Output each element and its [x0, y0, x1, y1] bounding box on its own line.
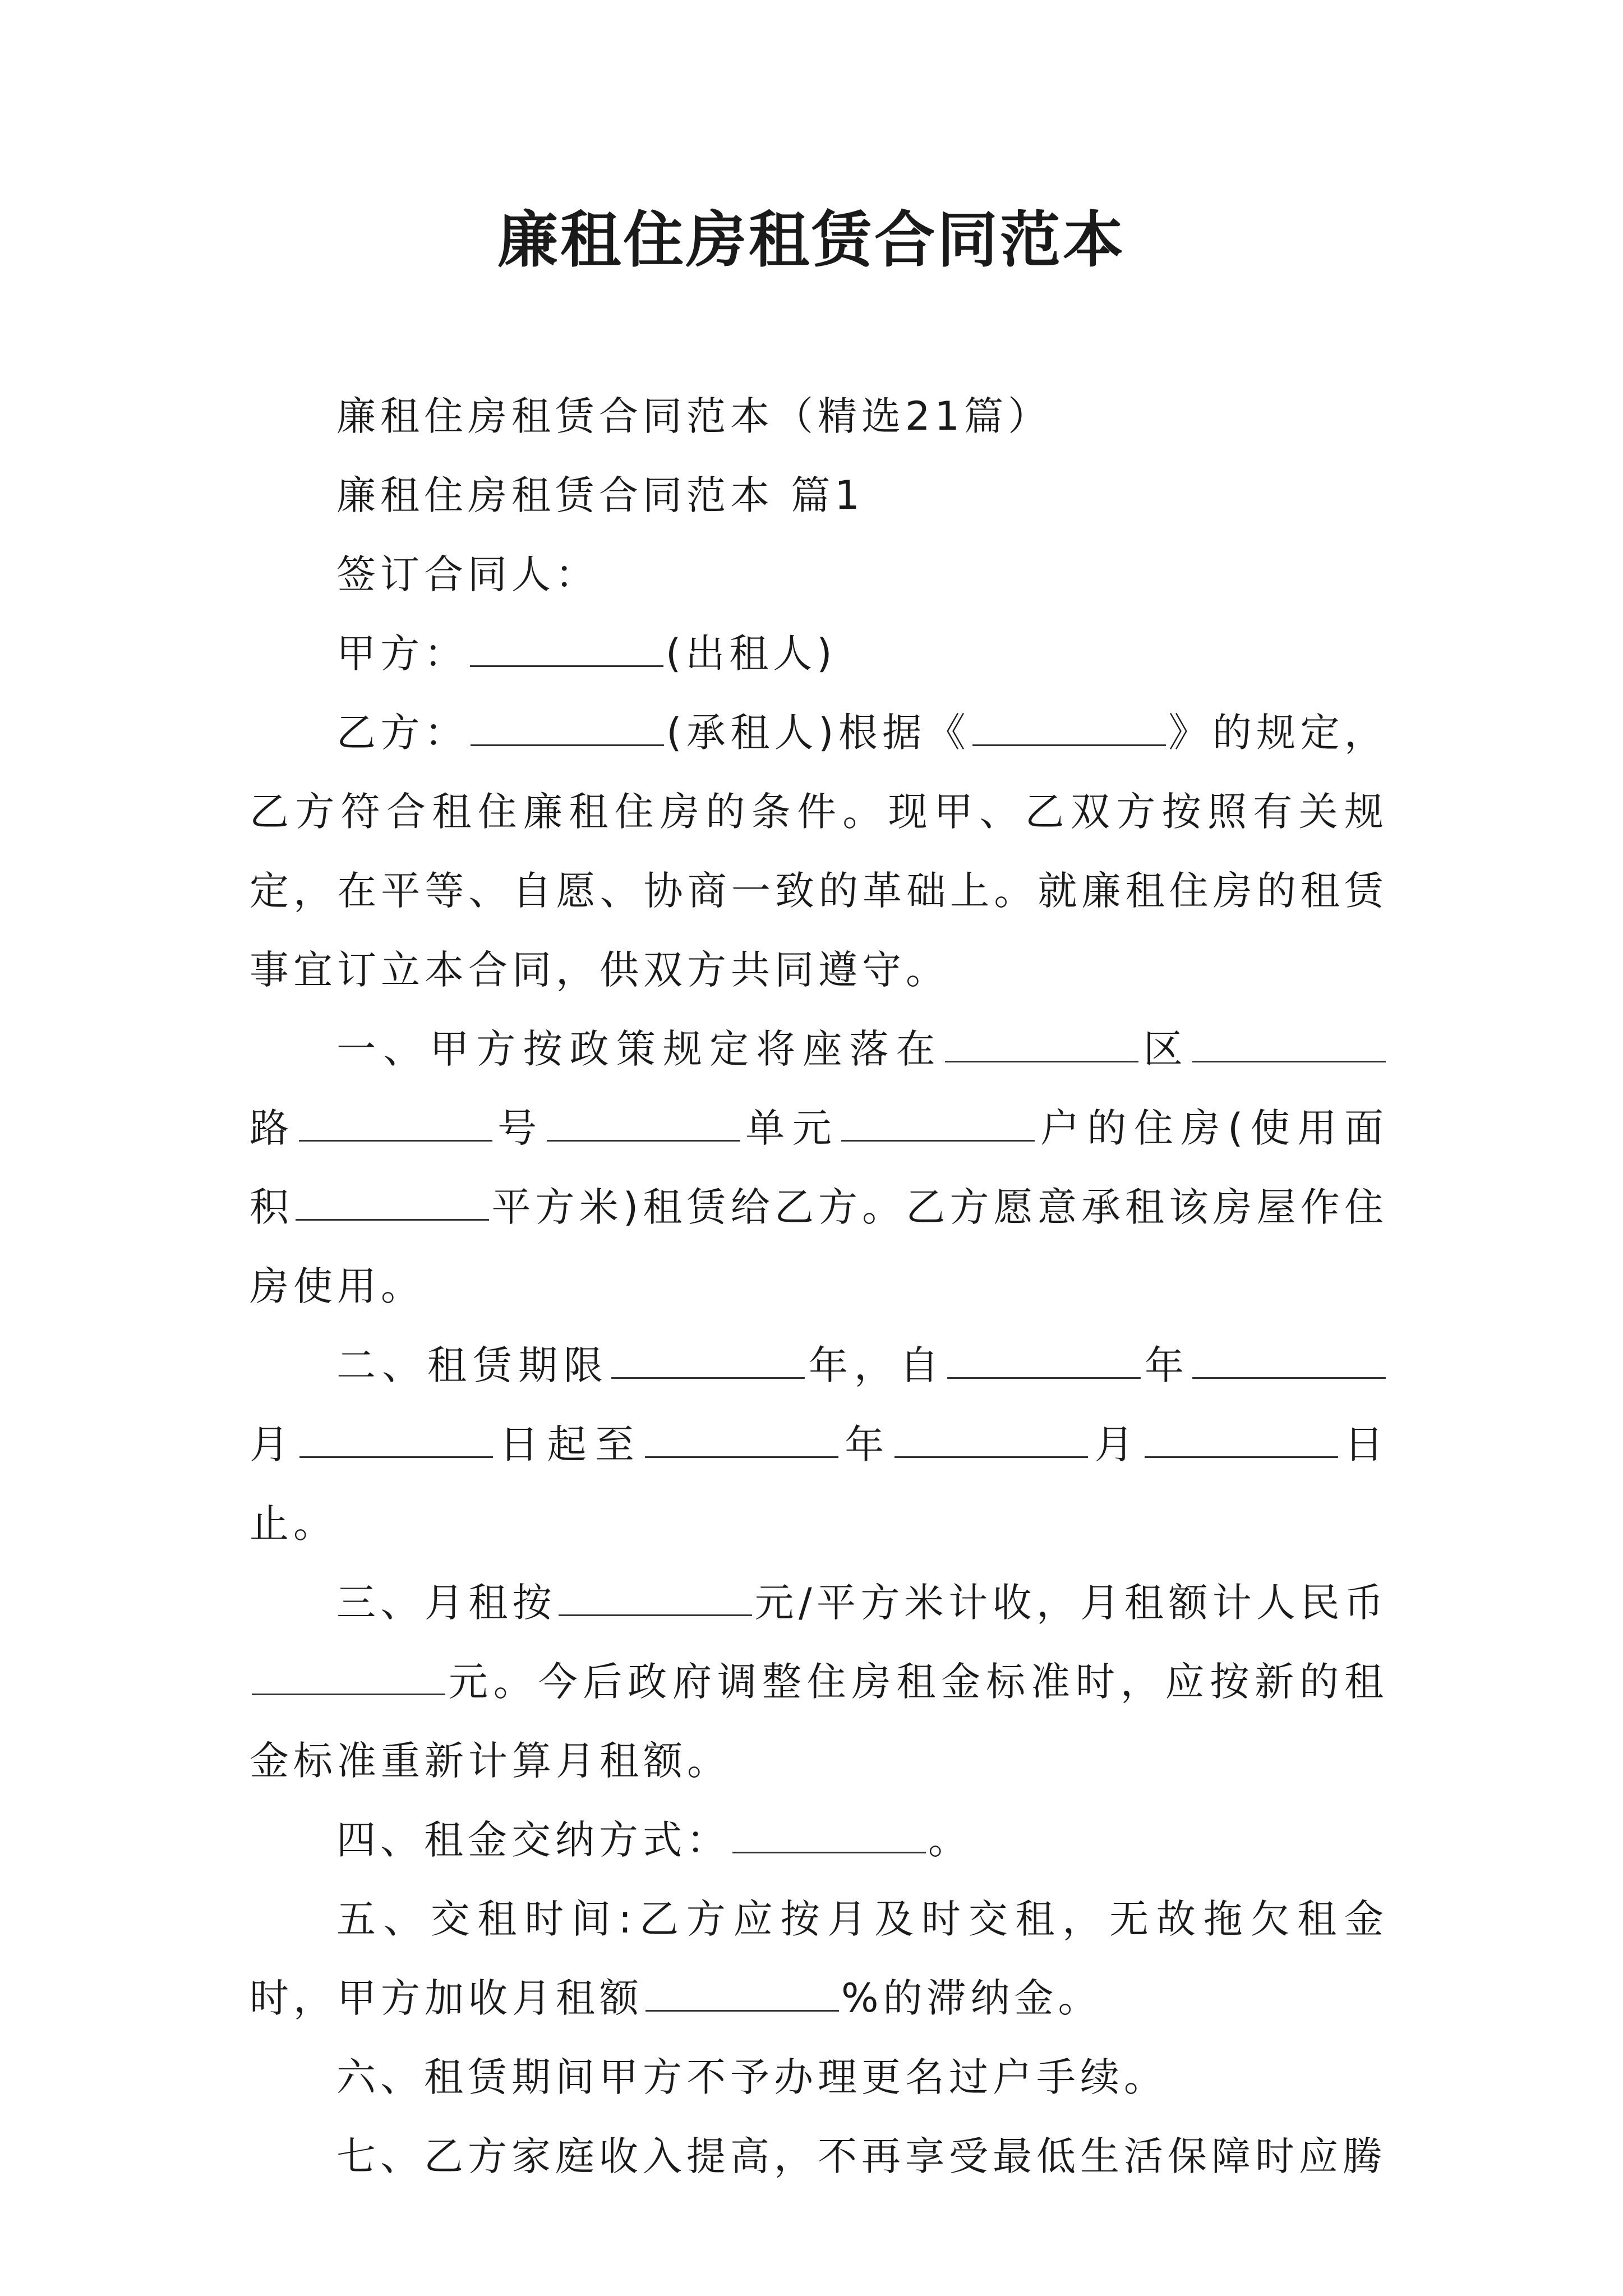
- fill-in-blank: [645, 1419, 838, 1458]
- paragraph-clause-5: 五、交租时间:乙方应按月及时交租，无故拖欠租金时，甲方加收月租额 %的滞纳金。: [250, 1896, 1388, 2021]
- fill-in-blank: [611, 1340, 805, 1379]
- paragraph-party-a: 甲方： (出租人): [250, 614, 1388, 693]
- fill-in-blank: [252, 1657, 445, 1695]
- paragraph-clause-1: 一、甲方按政策规定将座落在 区路 号 单元 户的住房(使用面积 平方米)租赁给乙方。乙方愿意承租该房屋作住房使用。: [250, 1010, 1388, 1326]
- fill-in-blank: [1192, 1024, 1386, 1062]
- fill-in-blank: [945, 1024, 1138, 1062]
- fill-in-blank: [1145, 1419, 1338, 1458]
- fill-in-blank: [299, 1103, 492, 1142]
- paragraph-section-heading: 廉租住房租赁合同范本 篇1: [336, 472, 864, 518]
- fill-in-blank: [559, 1577, 752, 1616]
- paragraph-signatories: 签订合同人：: [336, 551, 599, 597]
- fill-in-blank: [841, 1103, 1035, 1142]
- paragraph-clause-4: 四、租金交纳方式： 。: [250, 1801, 1388, 1880]
- document-title: 廉租住房租赁合同范本: [497, 205, 1126, 275]
- paragraph-clause-6: 六、租赁期间甲方不予办理更名过户手续。: [336, 2054, 1168, 2100]
- fill-in-blank: [1192, 1340, 1386, 1379]
- fill-in-blank: [471, 707, 664, 746]
- fill-in-blank: [299, 1419, 493, 1458]
- fill-in-blank: [972, 707, 1166, 746]
- paragraph-party-b: 乙方： (承租人)根据《 》的规定，乙方符合租住廉租住房的条件。现甲、乙双方按照有关规定，在平等、自愿、协商一致的革础上。就廉租住房的租赁事宜订立本合同，供双方共同遵守。: [250, 693, 1388, 1010]
- fill-in-blank: [947, 1340, 1141, 1379]
- paragraph-clause-7: 七、乙方家庭收入提高，不再享受最低生活保障时应腾: [336, 2133, 1386, 2179]
- fill-in-blank: [547, 1103, 740, 1142]
- fill-in-blank: [296, 1182, 489, 1221]
- document-body: [250, 377, 1388, 2196]
- fill-in-blank: [895, 1419, 1088, 1458]
- paragraph-clause-2: 二、租赁期限 年，自 年月 日起至 年 月 日止。: [250, 1326, 1388, 1563]
- paragraph-subtitle: 廉租住房租赁合同范本（精选21篇）: [336, 393, 1052, 439]
- fill-in-blank: [470, 628, 663, 667]
- fill-in-blank: [732, 1815, 926, 1853]
- paragraph-clause-3: 三、月租按 元/平方米计收，月租额计人民币元。今后政府调整住房租金标准时，应按新的租金标准重新计算月租额。: [250, 1563, 1388, 1801]
- fill-in-blank: [645, 1973, 839, 2012]
